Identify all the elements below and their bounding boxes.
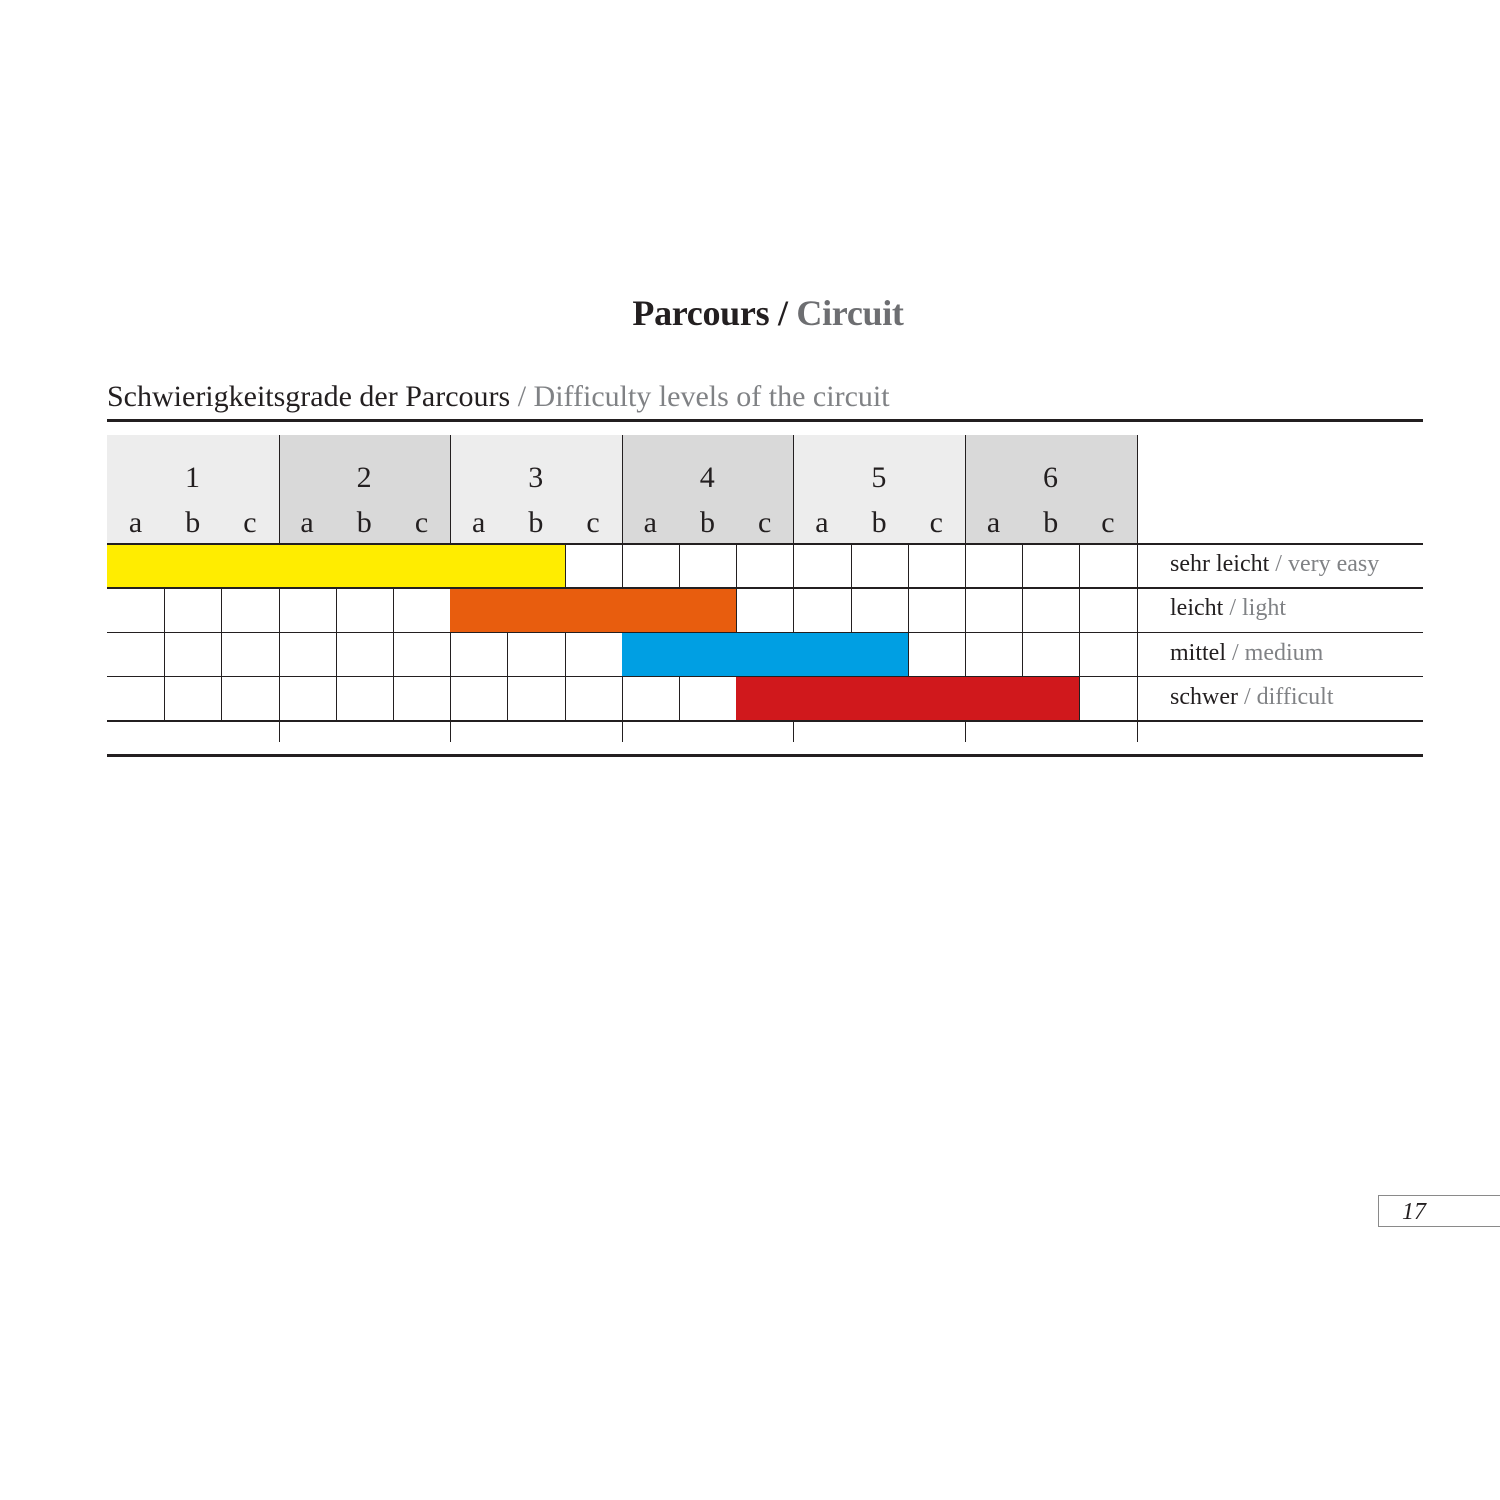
group-tick <box>622 720 623 742</box>
difficulty-label-german: schwer <box>1170 683 1238 710</box>
difficulty-label-separator: / <box>1237 683 1257 710</box>
subgroup-label: a <box>128 506 143 539</box>
row-divider <box>107 720 1423 722</box>
subgroup-label: a <box>643 506 657 539</box>
section-heading-english: Difficulty levels of the circuit <box>533 380 890 413</box>
cell-divider <box>679 543 680 720</box>
group-tick <box>279 720 280 742</box>
group-divider <box>793 435 794 543</box>
difficulty-bar-medium <box>622 633 908 676</box>
subgroup-label: a <box>300 506 314 539</box>
difficulty-label-english: very easy <box>1287 551 1380 577</box>
subgroup-label: c <box>1101 506 1115 539</box>
subgroup-label: c <box>758 506 772 539</box>
title-german: Parcours <box>632 293 770 333</box>
subgroup-label: c <box>243 506 257 539</box>
cell-divider <box>1079 543 1080 720</box>
subgroup-label: b <box>700 506 715 539</box>
group-divider <box>1137 435 1138 543</box>
title-english: Circuit <box>796 293 904 333</box>
group-number: 5 <box>871 461 887 494</box>
group-number: 4 <box>699 461 715 494</box>
subgroup-label: b <box>356 506 372 539</box>
difficulty-bar-light <box>450 589 736 632</box>
difficulty-label-separator: / <box>1226 639 1245 666</box>
heading-rule <box>107 419 1423 422</box>
difficulty-label-german: mittel <box>1170 639 1226 666</box>
subgroup-label: b <box>871 506 887 539</box>
difficulty-label <box>1170 683 1334 711</box>
difficulty-label-separator: / <box>1269 551 1288 577</box>
group-tick <box>965 720 966 742</box>
subgroup-label: a <box>472 506 486 539</box>
title-separator: / <box>769 293 797 333</box>
difficulty-label <box>1170 639 1323 667</box>
subgroup-label: a <box>815 506 829 539</box>
group-tick <box>1137 720 1138 742</box>
group-divider <box>279 435 280 543</box>
group-number: 6 <box>1043 461 1058 494</box>
difficulty-label-german: sehr leicht <box>1170 551 1270 577</box>
subgroup-label: b <box>528 506 544 539</box>
difficulty-label-english: medium <box>1244 639 1324 666</box>
row-divider <box>107 587 1423 589</box>
subgroup-label: c <box>929 506 943 539</box>
section-heading-german: Schwierigkeitsgrade der Parcours <box>107 380 511 413</box>
group-number: 1 <box>185 461 200 494</box>
page-title <box>0 292 1500 334</box>
difficulty-label-separator: / <box>1223 595 1242 622</box>
subgroup-label: c <box>414 506 429 539</box>
group-tick <box>793 720 794 742</box>
subgroup-label: b <box>185 506 201 539</box>
group-number: 3 <box>528 461 544 494</box>
table-bottom-rule <box>107 754 1423 757</box>
page-number-box <box>1378 1195 1500 1227</box>
section-heading <box>107 380 890 414</box>
group-divider <box>450 435 451 543</box>
group-number: 2 <box>356 461 372 494</box>
section-heading-separator: / <box>510 380 534 413</box>
group-divider <box>965 435 966 543</box>
difficulty-label <box>1170 550 1379 578</box>
difficulty-bar-very-easy <box>107 545 565 588</box>
cell-divider <box>1137 543 1138 720</box>
cell-divider <box>622 543 623 720</box>
difficulty-label-german: leicht <box>1170 595 1224 622</box>
subgroup-label: a <box>986 506 1001 539</box>
subgroup-label: b <box>1043 506 1059 539</box>
group-divider <box>622 435 623 543</box>
difficulty-label-english: difficult <box>1256 683 1334 710</box>
difficulty-label-english: light <box>1241 595 1286 622</box>
difficulty-bar-difficult <box>736 677 1079 720</box>
group-tick <box>450 720 451 742</box>
page-number: 17 <box>1402 1199 1426 1225</box>
cell-divider <box>565 543 566 720</box>
difficulty-label <box>1170 594 1286 622</box>
subgroup-label: c <box>586 506 600 539</box>
